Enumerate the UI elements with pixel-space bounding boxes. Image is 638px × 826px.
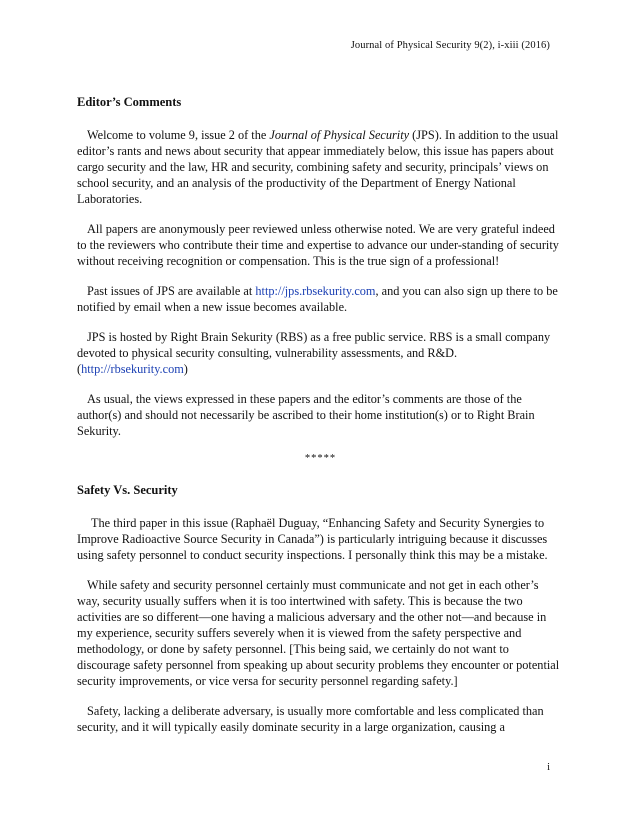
paragraph-peer-review: All papers are anonymously peer reviewed unless otherwise noted. We are very grateful indeed to the reviewers who contribute their time and expertise to advance our under-standing of security without receiving recognition or compensation. This is the true sign of a professional! <box>77 222 559 268</box>
page-number: i <box>547 762 550 773</box>
jps-website-link[interactable]: http://jps.rbsekurity.com <box>255 284 376 298</box>
section-heading-editors-comments: Editor’s Comments <box>77 95 182 109</box>
paragraph-hosting-text-b: ) <box>183 362 188 376</box>
page-content <box>77 94 564 749</box>
rbsekurity-website-link[interactable]: http://rbsekurity.com <box>81 362 184 376</box>
paragraph-past-issues <box>77 283 564 315</box>
paragraph-safety-adversary: Safety, lacking a deliberate adversary, is usually more comfortable and less complicated than security, and it will typically easily dominate security in a large organization, causing a <box>77 704 544 734</box>
paragraph-disclaimer: As usual, the views expressed in these papers and the editor’s comments are those of the author(s) and should not necessarily be ascribed to their home institution(s) or to Right Brain Sekurity. <box>77 392 535 438</box>
paragraph-welcome <box>77 127 564 207</box>
running-header: Journal of Physical Security 9(2), i-xiii (2016) <box>350 40 550 51</box>
journal-title-italic: Journal of Physical Security <box>269 128 410 142</box>
paragraph-past-issues-text-a: Past issues of JPS are available at <box>87 284 256 298</box>
paragraph-hosting-text-a: JPS is hosted by Right Brain Sekurity (RBS) as a free public service. RBS is a small company devoted to physical security consulting, vulnerability assessments, and R&D. ( <box>77 330 551 376</box>
paragraph-welcome-text-a: Welcome to volume 9, issue 2 of the <box>87 128 270 142</box>
section-separator: ***** <box>304 453 337 464</box>
paragraph-welcome-text-b: (JPS). In addition to the usual editor’s rants and news about security that appear immediately below, this issue has papers about cargo security and the law, HR and security, combining safety and security, principals’ views on school security, and an analysis of the productivity of the Department of Energy National Laboratories. <box>77 128 559 206</box>
section-heading-safety-vs-security: Safety Vs. Security <box>77 483 178 497</box>
paragraph-past-issues-text-b: , and you can also sign up there to be notified by email when a new issue becomes available. <box>77 284 558 314</box>
paragraph-third-paper: The third paper in this issue (Raphaël Duguay, “Enhancing Safety and Security Synergies to Improve Radioactive Source Security in Canada”) is particularly intriguing because it discusses using safety personnel to conduct security inspections. I personally think this may be a mistake. <box>77 516 548 562</box>
paragraph-safety-security-personnel: While safety and security personnel certainly must communicate and not get in each other’s way, security usually suffers when it is too intertwined with safety. This is because the two activities are so different—one having a malicious adversary and the other not—and because in my experience, security suffers severely when it is viewed from the safety perspective and methodology, or done by safety personnel. [This being said, we certainly do not want to discourage safety personnel from speaking up about security problems they encounter or potential security improvements, or vice versa for security personnel regarding safety.] <box>77 578 560 688</box>
paragraph-hosting <box>77 329 564 377</box>
